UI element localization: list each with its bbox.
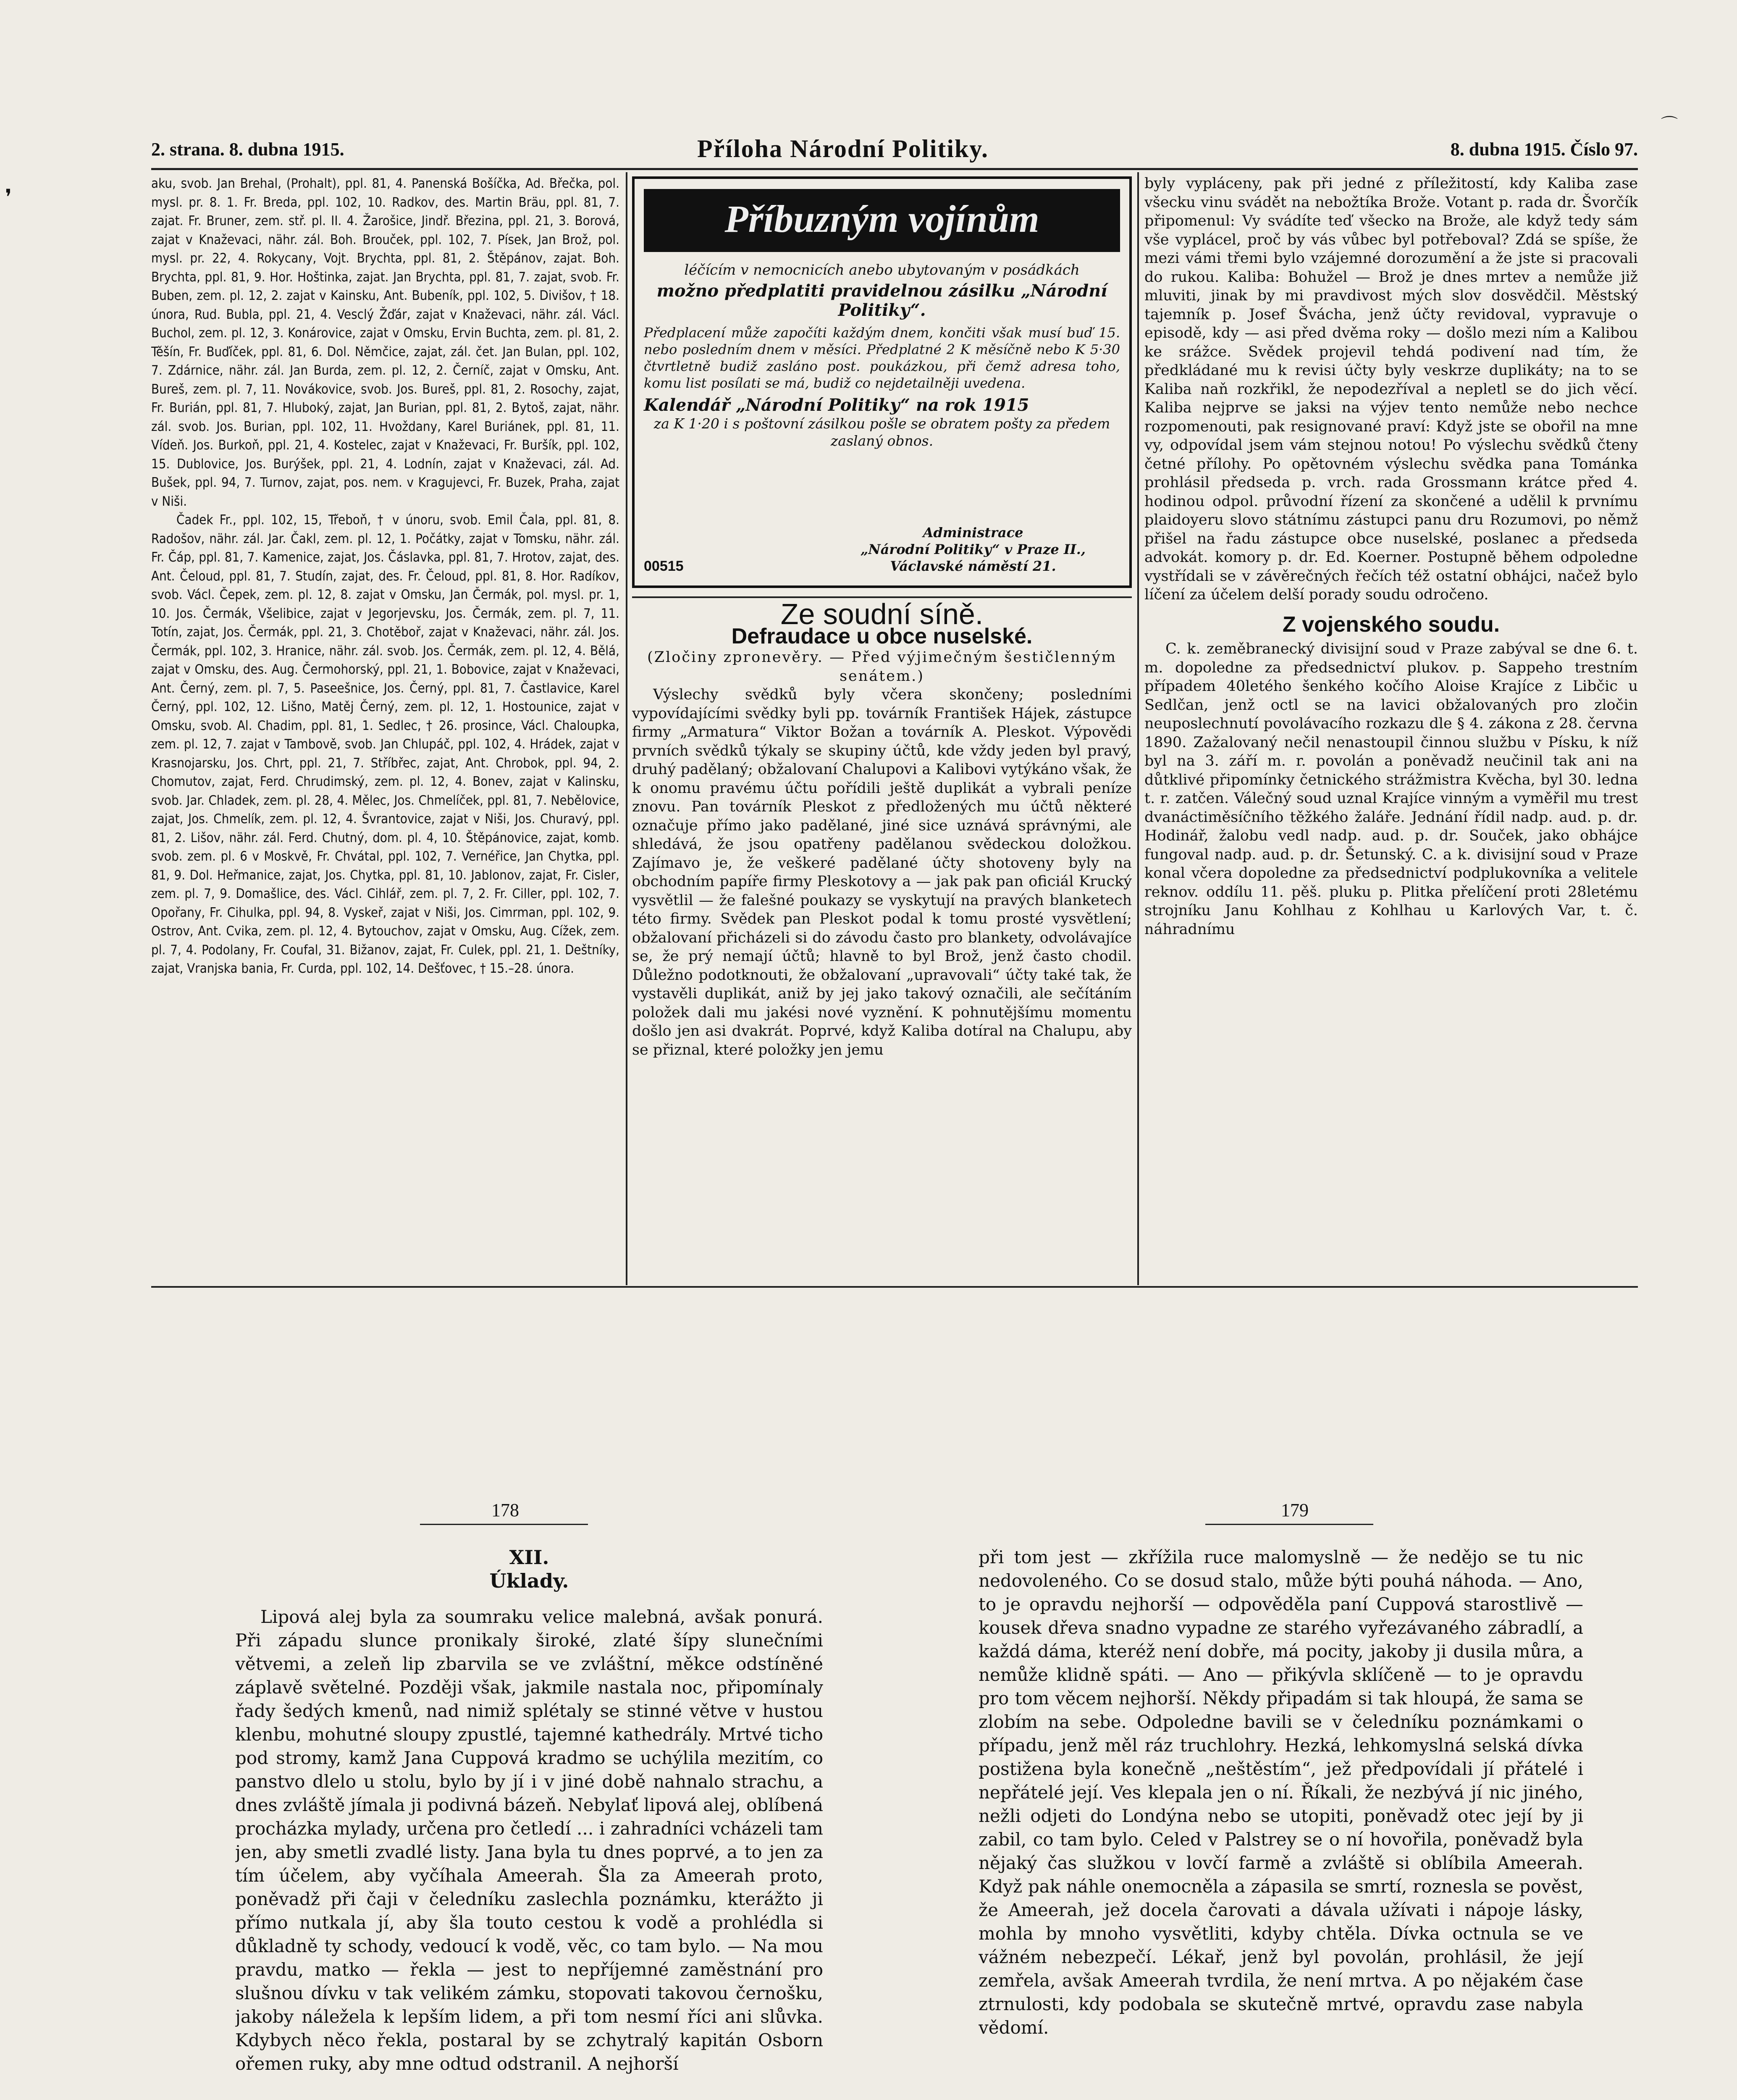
casualty-list-b: aku, svob. Jan Brehal, (Prohalt), ppl. 81, 4. Panenská Bošíčka, Ad. Břečka, pol. mysl. pr. 8. 1. Fr. Breda, ppl. 102, 10. Radkov, des. Martin Bräu, ppl. 81, 7. zajat. Fr. Bruner, zem. stř. pl. II. 4. Žarošice, Jindř. Březina, ppl. 21, 3. Borová, zajat v Knaževaci, nähr. zál. Boh. Brouček, ppl. 102, 7. Písek, Jan Brož, pol. mysl. pr. 22, 4. Rokycany, Vojt. Brychta, ppl. 81, 2. Štěpánov, zajat. Boh. Brychta, ppl. 81, 9. Hor. Hoštinka, zajat. Jan Brychta, ppl. 81, 7. zajat, svob. Fr. Buben, zem. pl. 12, 2. zajat v Kainsku, Ant. Bubeník, ppl. 102, 5. Divišov, † 18. února, Rud. Bubla, ppl. 21, 4. Vesclý Žďár, zajat v Knaževaci, nähr. zál. Václ. Buchol, zem. pl. 12, 3. Konárovice, zajat v Omsku, Ervin Buchta, zem. pl. 81, 2. Těšín, Fr. Buďíček, ppl. 81, 6. Dol. Němčice, zajat, zál. čet. Jan Bulan, ppl. 102, 7. Zdárnice, nähr. zál. Jan Burda, zem. pl. 12, 2. Černíč, zajat v Omsku, Ant. Bureš, zem. pl. 7, 11. Novákovice, svob. Jos. Bureš, ppl. 81, 2. Rosochy, zajat, Fr. Burián, ppl. 81, 7. Hluboký, zajat, Jan Burian, ppl. 81, 2. Bytoš, zajat, nähr. zál. svob. Jos. Burian, ppl. 102, 11. Hvoždany, Karel Buriánek, ppl. 81, 11. Vídeň. Jos. Burkoň, ppl. 21, 4. Kostelec, zajat v Knaževaci, Fr. Buršík, ppl. 102, 15. Dublovice, Jos. Burýšek, ppl. 21, 4. Lodnín, zajat v Knaževaci, zál. Ad. Bušek, ppl. 94, 7. Turnov, zajat, pos. nem. v Kragujevci, Fr. Buzek, Praha, zajat v Niši. <box>151 176 619 509</box>
left-page-number-rule <box>420 1524 588 1525</box>
notice-footer <box>644 512 1120 575</box>
notice-admin-3: Václavské náměstí 21. <box>890 558 1056 574</box>
chapter-number: XII. <box>509 1546 549 1569</box>
military-article-text: C. k. zeměbranecký divisijní soud v Praze zabýval se dne 6. t. m. dopoledne za předsednictví plukov. p. Sappeho trestním případem 40letého šenkého kočího Aloise Krajíce z Libčic u Sedlčan, jenž octl se na lavici obžalovaných pro zločin neuposlechnutí povolávacího rozkazu dle § 4. zákona z 28. června 1890. Zažalovaný nečil nenastoupil činnou službu v Písku, k níž byl na 3. září m. r. povolán a poněvadž neučinil tak ani na důtklivé připomínky četnického strážmistra Kvěcha, byl 30. ledna t. r. zatčen. Válečný soud uznal Krajíce vinným a vyměřil mu trest dvanáctiměsíčního těžkého žaláře. Jednání řídil nadp. aud. p. dr. Hodinář, žalobu vedl nadp. aud. p. dr. Souček, jako obhájce fungoval nadp. aud. p. dr. Šetunský. C. a k. divisijní soud v Praze konal včera dopoledne za předsednictví podplukovníka a velitele reknov. oddílu 11. pěš. pluku p. Plitka přelíčení proti 28letému strojníku Janu Kohlhau z Kohlhau u Karlových Var, t. č. náhradnímu <box>1144 640 1638 938</box>
upper-bottom-rule <box>151 1286 1638 1288</box>
subscription-notice <box>632 176 1132 588</box>
court-article-text: Výslechy svědků byly včera skončeny; posledními vypovídajícími svědky byli pp. továrník František Hájek, zástupce firmy „Armatura“ Viktor Božan a továrník A. Pleskot. Výpovědi prvních svědků týkaly se skupiny účtů, kde vždy jeden byl pravý, druhý padělaný; obžalovaní Chalupovi a Kalibovi vytýkáno však, že k onomu pravému účtu pořídili ještě duplikát a vybrali peníze znovu. Pan továrník Pleskot z předložených mu účtů některé označuje přímo jako padělané, jiné sice uznává správnými, ale shledává, že jsou opatřeny padělanou svědeckou doložkou. Zajímavo je, že veškeré padělané účty shotoveny byly na obchodním papíře firmy Pleskotovy a — jak pak pan oficiál Krucký vysvětlil — že falešné poukazy se vyskytují na pravých blanketech této firmy. Svědek pan Pleskot podal k tomu prosté vysvětlení; obžalovaní přicházeli si do závodu často pro blankety, odvolávajíce se, že prý nemají účtů; hlavně to byl Brož, jenž často chodil. Důležno podotknouti, že obžalovaní „upravovali“ účty také tak, že vystavěli duplikát, aniž by jej jako takový označili, ale sečítáním položek dali mu jakési nové vyznění. K pohnutějšímu momentu došlo jen asi dvakrát. Poprvé, když Kaliba dotíral na Chalupu, aby se přiznal, které položky jen jemu <box>632 686 1132 1058</box>
notice-admin-1: Administrace <box>923 525 1023 541</box>
court-section-title: Ze soudní síně. <box>780 601 984 630</box>
notice-code: 00515 <box>644 558 684 574</box>
notice-admin-2: „Národní Politiky“ v Praze II., <box>860 541 1086 557</box>
notice-line-2: možno předplatiti pravidelnou zásilku „Národní Politiky“. <box>656 281 1107 320</box>
header-rule <box>151 168 1638 170</box>
casualty-list-column <box>151 174 619 1283</box>
court-article-title: Defraudace u obce nuselské. <box>731 624 1033 648</box>
notice-title: Příbuzným vojínům <box>644 189 1120 252</box>
right-page-number: 179 <box>1281 1500 1309 1520</box>
casualty-list-c: Čadek Fr., ppl. 102, 15, Třeboň, † v únoru, svob. Emil Čala, ppl. 81, 8. Radošov, nähr. zál. Jar. Čakl, zem. pl. 12, 1. Počátky, zajat v Tomsku, nähr. zál. Fr. Čáp, ppl. 81, 7. Kamenice, zajat, Jos. Čáslavka, ppl. 81, 7. Hrotov, zajat, des. Ant. Čeloud, ppl. 81, 7. Studín, zajat, des. Fr. Čeloud, ppl. 81, 8. Hor. Radíkov, svob. Václ. Čepek, zem. pl. 12, 8. zajat v Omsku, Jan Čermák, pol. mysl. pr. 1, 10. Jos. Čermák, Všelibice, zajat v Jegorjevsku, Jos. Čermák, zem. pl. 7, 11. Totín, zajat, Jos. Čermák, ppl. 21, 3. Chotěboř, zajat v Knaževaci, nähr. zál. Jos. Čermák, ppl. 102, 3. Hranice, nähr. zál. svob. Jos. Čermák, zem. pl. 12, 4. Bělá, zajat v Omsku, des. Aug. Čermohorský, ppl. 21, 1. Bobovice, zajat v Knaževaci, Ant. Černý, zem. pl. 7, 5. Paseešnice, Jos. Černý, ppl. 81, 7. Častlavice, Karel Černý, ppl. 102, 12. Lišno, Matěj Černý, zem. pl. 12, 1. Hostounice, zajat v Omsku, svob. Al. Chadim, ppl. 81, 1. Sedlec, † 26. prosince, Václ. Chaloupka, zem. pl. 12, 7. zajat v Tambově, svob. Jan Chlupáč, ppl. 102, 4. Hrádek, zajat v Krasnojarsku, Jos. Chrt, ppl. 21, 7. Stříbřec, zajat, Ant. Chrobok, ppl. 94, 2. Chomutov, zajat, Ferd. Chrudimský, zem. pl. 12, 4. Bonev, zajat v Kalinsku, svob. Jar. Chladek, zem. pl. 28, 4. Mělec, Jos. Chmelíček, ppl. 81, 7. Nebělovice, zajat, Jos. Chmelík, zem. pl. 12, 4. Švrantovice, zajat v Niši, Jos. Churavý, ppl. 81, 2. Lišov, nähr. zál. Ferd. Chutný, dom. pl. 4, 10. Štěpánovice, zajat, komb. svob. zem. pl. 6 v Moskvě, Fr. Chvátal, ppl. 102, 7. Vernéřice, Jan Chytka, ppl. 81, 9. Dol. Heřmanice, zajat, Jos. Chytka, ppl. 81, 10. Jablonov, zajat, Fr. Cisler, zem. pl. 7, 9. Domašlice, des. Václ. Cihlář, zem. pl. 7, 2. Fr. Ciller, ppl. 102, 7. Opořany, Fr. Cihulka, ppl. 94, 8. Vyskeř, zajat v Niši, Jos. Cimrman, ppl. 102, 9. Ostrov, Ant. Cvika, zem. pl. 12, 4. Bytouchov, zajat v Omsku, Aug. Cížek, zem. pl. 7, 4. Podolany, Fr. Coufal, 31. Bižanov, zajat, Fr. Culek, ppl. 21, 1. Deštníky, zajat, Vranjska bania, Fr. Curda, ppl. 102, 14. Dešťovec, † 15.–28. února. <box>151 512 619 976</box>
notice-administration <box>839 524 1107 575</box>
left-page-number: 178 <box>491 1500 519 1520</box>
column-divider <box>626 172 627 1285</box>
novel-right-page <box>979 1546 1583 2100</box>
column-divider <box>1137 172 1139 1285</box>
military-section-title: Z vojenského soudu. <box>1282 612 1500 637</box>
notice-line-1: léčícím v nemocnicích anebo ubytovaným v posádkách <box>684 262 1080 278</box>
novel-right-text: při tom jest — zkřížila ruce malomyslně — že nedějo se tu nic nedovoleného. Co se dosud stalo, může býti pouhá náhoda. — Ano, to je opravdu nejhorší — odpověděla paní Cuppová starostlivě — kousek dřeva snadno vypadne ze starého vyřezávaného zábradlí, a každá dáma, kteréž není dobře, má pocity, jakoby ji dusila můra, a nemůže klidně spáti. — Ano — přikývla sklíčeně — to je opravdu pro tom věcem nejhorší. Někdy připadám si tak hloupá, že sama se zlobím na sebe. Odpoledne bavili se v čeledníku poznámkami o případu, jenž měl ráz truchlohry. Hezká, lehkomyslná selská dívka postižena byla konečně „neštěstím“, jež předpovídali jí přátelé i nepřátelé její. Ves klepala jen o ní. Říkali, že nezbývá jí nic jiného, nežli odjeti do Londýna nebo se utopiti, poněvadž otec její by ji zabil, co tam bylo. Celed v Palstrey se o ní hovořila, poněvadž byla nějaký čas služkou v lovčí farmě a zvláště si oblíbila Ameerah. Když pak náhle onemocněla a zápasila se smrtí, roznesla se pověst, že Ameerah, jež docela čarovati a dávala užívati i nápoje lásky, mohla by mnoho vysvětliti, kdyby chtěla. Dívka octnula se ve vážném nebezpečí. Lékař, jenž byl povolán, prohlásil, že její zemřela, avšak Ameerah tvrdila, že není mrtva. A po nějakém čase ztrnulosti, kdy podobala se skutečně mrtvé, opravdu zase nabyla vědomí. <box>979 1547 1583 2038</box>
novel-left-text: Lipová alej byla za soumraku velice malebná, avšak ponurá. Při západu slunce pronikaly široké, zlaté šípy slunečními větvemi, a zeleň lip zbarvila se ve zvláštní, měkce odstíněné záplavě světelné. Později však, jakmile nastala noc, připomínaly řady šedých kmenů, nad nimiž splétaly se stinné větve v hustou klenbu, mohutné sloupy zpustlé, tajemné kathedrály. Mrtvé ticho pod stromy, kamž Jana Cuppová kradmo se uchýlila mezitím, co panstvo dlelo u stolu, bylo by jí i v jiné době nahnalo strachu, a dnes zvláště jímala ji podivná bázeň. Nebylať lipová alej, oblíbená procházka mylady, určena pro četledí ... i zahradníci vcházeli tam jen, aby smetli zvadlé listy. Jana byla tu dnes poprvé, a to jen za tím účelem, aby vyčíhala Ameerah. Šla za Ameerah proto, poněvadž při čaji v čeledníku zaslechla poznámku, kterážto ji přímo nutkala jí, aby šla touto cestou k vodě a prohlédla si důkladně ty schody, vedoucí k vodě, věc, co tam bylo. — Na mou pravdu, matko — řekla — jest to nepříjemné zaměstnání pro slušnou dívku v tak velikém zámku, stopovati takovou černošku, jakoby náležela k lepším lidem, a při tom nesmí říci ani slůvka. Kdybych něco řekla, postaral by se zchytralý kapitán Osborn ořemen ruky, aby mne odtud odstranil. A nejhorší <box>235 1606 823 2074</box>
notice-line-3: Předplacení může započíti každým dnem, končiti však musí buď 15. nebo posledním dnem v měsíci. Předplatné 2 K měsíčně nebo K 5·30 čtvrtletně budiž zasláno post. poukázkou, při čemž adresa toho, komu list posílati se má, budiž co nejdetailněji uvedena. <box>644 325 1120 391</box>
corner-mark-icon: ⌒ <box>1661 115 1678 134</box>
court-article-subtitle: (Zločiny zpronevěry. — Před výjimečným šestičlenným senátem.) <box>647 649 1117 685</box>
court-column <box>632 601 1132 1285</box>
header-left: 2. strana. 8. dubna 1915. <box>151 139 344 160</box>
notice-calendar: Kalendář „Národní Politiky“ na rok 1915 <box>644 395 1029 415</box>
notice-rule <box>632 596 1132 598</box>
right-column <box>1144 174 1638 1283</box>
court-article-continuation: byly vypláceny, pak při jedné z příležitostí, kdy Kaliba zase všecku vinu svádět na nebožtíka Brože. Votant p. rada dr. Švorčík připomenul: Vy svádíte teď všecko na Brože, ale když tedy sám vše vyplácel, proč by vás vůbec byl potřeboval? Zdá se spíše, že mezi vámi třemi bylo vzájemné dorozumění a že jste si pracovali do rukou. Kaliba: Bohužel — Brož je dnes mrtev a nemůže již mluviti, jinak by mi pravdivost mých slov dosvědčil. Městský tajemník p. Josef Švácha, jenž účty revidoval, vypravuje o episodě, kdy — asi před dvěma roky — došlo mezi ním a Kalibou ke srážce. Svědek projevil tehdá podivení nad tím, že předkládané mu k revisi účty byly veskrze duplikáty; na to se Kaliba naň rozkřikl, že nepodezříval a nepletl se do jich věcí. Kaliba nejprve se jaksi na výjev tento nemůže nebo nechce rozpomenouti, pak resignované praví: Když jste se obořil na mne vy, odpovídal jsem vám stejnou notou! Po výslechu svědků čteny četné přílohy. Po opětovném výslechu svědka pana Tománka prohlásil předseda p. vrch. rada Grossmann krátce před 4. hodinou odpol. průvodní řízení za skončené a udělil k prvnímu plaidoyeru slovo státnímu zástupci panu dru Rozumovi, po němž přišel na řadu zástupce obce nuselské, poslanec a předseda advokát. komory p. dr. Ed. Koerner. Postupně během odpoledne vystřídali se v závěrečných řečích též ostatní obhájci, načež bylo líčení za účelem delší porady soudu odročeno. <box>1144 175 1638 603</box>
page-header <box>151 134 1638 166</box>
header-right: 8. dubna 1915. Číslo 97. <box>1450 139 1638 160</box>
chapter-title: Úklady. <box>489 1570 569 1592</box>
right-page-number-rule <box>1205 1524 1373 1525</box>
header-title: Příloha Národní Politiky. <box>697 135 989 163</box>
binding-mark-icon: ❜ <box>5 185 12 209</box>
novel-left-page <box>235 1546 823 2100</box>
notice-calendar-price: za K 1·20 i s poštovní zásilkou pošle se obratem pošty za předem zaslaný obnos. <box>653 415 1110 449</box>
